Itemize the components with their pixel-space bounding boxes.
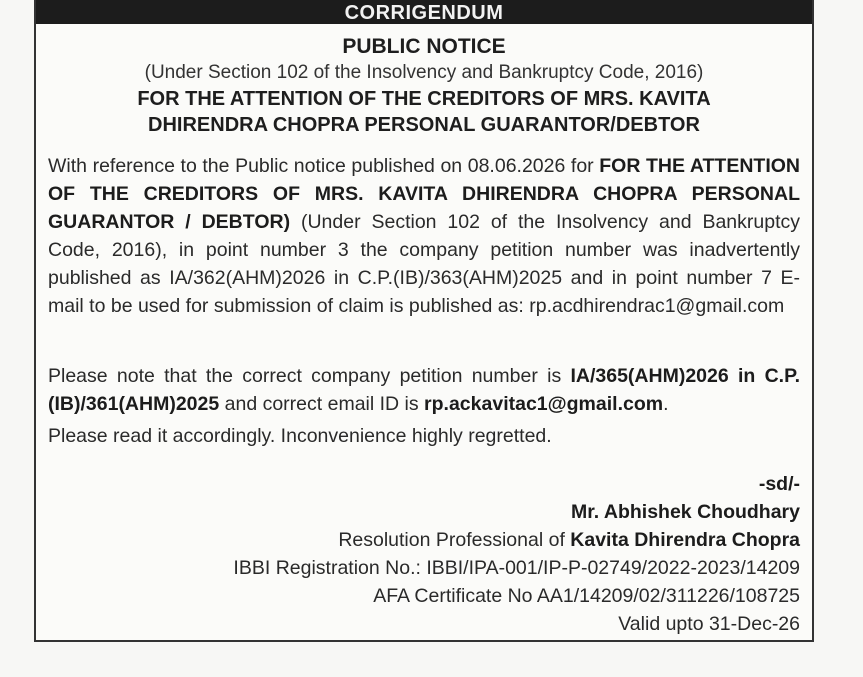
correction-end: . [663, 393, 669, 415]
signature-sd: -sd/- [758, 473, 800, 495]
correction-paragraph [48, 362, 800, 418]
reference-intro: With reference to the Public notice published on 08.06.2026 for [48, 155, 600, 177]
correct-petition-number: IA/365(AHM)2026 in C.P.(IB)/361(AHM)2025 [48, 365, 800, 415]
correct-email: rp.ackavitac1@gmail.com [424, 393, 664, 415]
reference-rest: (Under Section 102 of the Insolvency and Bankruptcy Code, 2016), in point number 3 the company petition number was inadvertently published as IA/362(AHM)2026 in C.P.(IB)/363(AHM)2025 and in point number 7 E-mail to be used for submission of claim is published as: rp.acdhirendrac1@gmail.com [48, 211, 800, 317]
regret-paragraph: Please read it accordingly. Inconvenience highly regretted. [48, 425, 552, 447]
reference-paragraph [48, 152, 800, 320]
signature-block [233, 470, 800, 638]
attention-line-2: DHIRENDRA CHOPRA PERSONAL GUARANTOR/DEBTOR [148, 114, 700, 136]
notice-heading [36, 34, 812, 138]
ibbi-registration: IBBI Registration No.: IBBI/IPA-001/IP-P-02749/2022-2023/14209 [233, 557, 800, 579]
validity: Valid upto 31-Dec-26 [618, 613, 800, 635]
correction-middle: and correct email ID is [219, 393, 425, 415]
reference-bold: FOR THE ATTENTION OF THE CREDITORS OF MRS. KAVITA DHIRENDRA CHOPRA PERSONAL GUARANTOR / DEBTOR) [48, 155, 800, 233]
role-name: Kavita Dhirendra Chopra [570, 529, 800, 551]
signatory-role [233, 526, 800, 554]
signatory-name: Mr. Abhishek Choudhary [571, 501, 800, 523]
notice-title: PUBLIC NOTICE [342, 35, 506, 58]
role-prefix: Resolution Professional of [338, 529, 571, 551]
corrigendum-header: CORRIGENDUM [36, 0, 812, 24]
afa-certificate: AFA Certificate No AA1/14209/02/311226/108725 [373, 585, 800, 607]
attention-line-1: FOR THE ATTENTION OF THE CREDITORS OF MRS. KAVITA [137, 88, 711, 110]
corrigendum-notice [34, 0, 814, 642]
notice-subtitle: (Under Section 102 of the Insolvency and Bankruptcy Code, 2016) [144, 62, 704, 83]
correction-intro: Please note that the correct company petition number is [48, 365, 571, 387]
